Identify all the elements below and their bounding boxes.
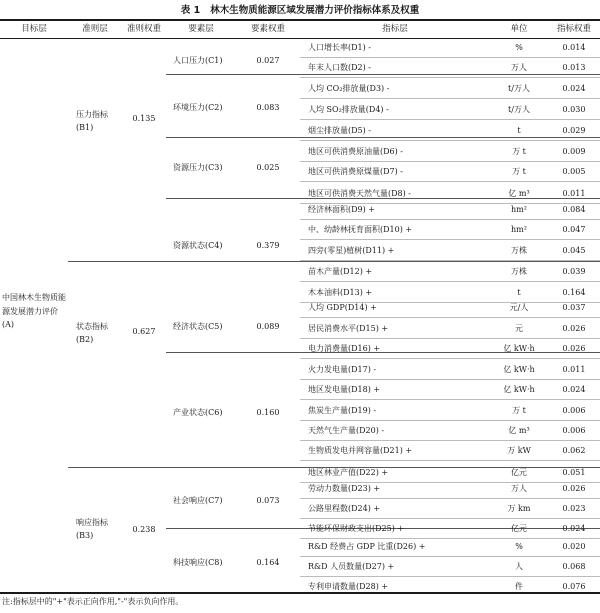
indicator-weight: 0.030 [562,105,586,114]
indicator-weight: 0.009 [562,147,586,156]
indicator-name: 节能环保财政支出(D25) + [308,524,405,533]
indicator-unit: 亿 kW·h [503,344,535,353]
row-divider [300,460,600,461]
element-weight: 0.025 [256,163,280,172]
indicator-name: 公路里程数(D24) + [308,504,381,513]
indicator-weight: 0.062 [562,446,586,455]
indicator-unit: 元/人 [509,303,529,312]
indicator-name: 天然气生产量(D20) - [308,426,385,435]
indicator-unit: t [517,126,521,135]
criterion-code: (B2) [76,335,94,344]
indicator-weight: 0.164 [562,288,586,297]
row-divider [300,576,600,577]
row-divider [300,420,600,421]
indicator-name: 火力发电量(D17) - [308,365,377,374]
indicator-unit: % [515,542,523,551]
indicator-weight: 0.026 [562,344,586,353]
indicator-weight: 0.005 [562,167,586,176]
element-name: 环境压力(C2) [173,103,223,112]
row-divider [300,317,600,318]
indicator-weight: 0.045 [562,246,586,255]
indicator-name: 苗木产量(D12) + [308,267,373,276]
row-divider [300,399,600,400]
indicator-unit: 万 t [512,147,526,156]
target-layer: 中国林木生物质能源发展潜力评价(A) [2,293,66,329]
indicator-unit: hm² [511,225,527,234]
row-divider [300,119,600,120]
indicator-weight: 0.037 [562,303,586,312]
indicator-name: R&D 经费占 GDP 比重(D26) + [308,542,426,551]
indicator-weight: 0.020 [562,542,586,551]
indicator-weight: 0.084 [562,205,586,214]
indicator-weight: 0.006 [562,406,586,415]
indicator-name: 专利申请数量(D28) + [308,582,389,591]
header-indicator-weight: 指标权重 [556,24,591,34]
indicator-name: 烟尘排放量(D5) - [308,126,371,135]
element-name: 资源状态(C4) [173,241,223,250]
indicator-name: 地区可供消费天然气量(D8) - [308,189,411,198]
indicator-weight: 0.024 [562,524,586,533]
indicator-name: 人均 CO₂排放量(D3) - [308,84,390,93]
indicator-unit: 件 [515,582,523,591]
indicator-name: 木本油料(D13) + [308,288,373,297]
element-weight: 0.160 [256,408,280,417]
row-divider [300,358,600,359]
indicator-unit: 万株 [511,246,527,255]
row-divider [300,538,600,539]
row-divider [300,219,600,220]
indicator-unit: 亿 kW·h [503,365,535,374]
indicator-unit: 亿 m³ [508,426,530,435]
group-divider [68,261,600,262]
header-criterion: 准则层 [82,24,108,34]
header-criterion-weight: 准则权重 [126,24,161,34]
header-target: 目标层 [21,24,47,34]
indicator-weight: 0.076 [562,582,586,591]
element-weight: 0.379 [256,241,280,250]
indicator-unit: hm² [511,205,527,214]
indicator-unit: 亿 kW·h [503,385,535,394]
criterion-name: 压力指标 [76,110,108,119]
element-name: 产业状态(C6) [173,408,223,417]
indicator-name: 地区可供消费原油量(D6) - [308,147,403,156]
row-divider [300,77,600,78]
row-divider [300,379,600,380]
criterion-code: (B1) [76,123,94,132]
header-element: 要素层 [188,24,214,34]
indicator-name: 人口增长率(D1) - [308,43,371,52]
indicator-weight: 0.068 [562,562,586,571]
indicator-unit: 元 [515,324,523,333]
row-divider [300,440,600,441]
row-divider [300,161,600,162]
indicator-name: 年末人口数(D2) - [308,63,371,72]
indicator-unit: % [515,43,523,52]
indicator-weight: 0.039 [562,267,586,276]
row-divider [300,140,600,141]
element-name: 资源压力(C3) [173,163,223,172]
element-name: 科技响应(C8) [173,558,223,567]
indicator-name: 电力消费量(D16) + [308,344,381,353]
table-caption [0,2,600,16]
row-divider [300,556,600,557]
criterion-code: (B3) [76,531,94,540]
header-unit: 单位 [510,24,528,34]
element-weight: 0.089 [256,322,280,331]
indicator-unit: 人 [515,562,523,571]
criterion-weight: 0.627 [132,327,156,336]
indicator-unit: 亿元 [511,524,527,533]
indicator-weight: 0.051 [562,468,586,477]
indicator-unit: 万人 [511,484,527,493]
indicator-weight: 0.011 [562,189,586,198]
element-weight: 0.083 [256,103,280,112]
indicator-unit: 万 kW [507,446,531,455]
indicator-weight: 0.006 [562,426,586,435]
row-divider [300,281,600,282]
header-rule [0,38,600,39]
table-note: 注:指标层中的"+"表示正向作用,"-"表示负向作用。 [2,597,184,606]
indicator-weight: 0.029 [562,126,586,135]
indicator-unit: 万 t [512,406,526,415]
element-name: 经济状态(C5) [173,322,223,331]
header-indicator: 指标层 [382,24,408,34]
indicator-unit: t [517,288,521,297]
indicator-weight: 0.026 [562,324,586,333]
element-weight: 0.027 [256,56,280,65]
element-weight: 0.073 [256,496,280,505]
indicator-name: 居民消费水平(D15) + [308,324,389,333]
indicator-unit: 万 t [512,167,526,176]
indicator-name: 中、幼龄林抚育面积(D10) + [308,225,413,234]
indicator-unit: t/万人 [508,84,530,93]
indicator-name: 地区发电量(D18) + [308,385,381,394]
criterion-name: 状态指标 [76,322,108,331]
indicator-name: 焦炭生产量(D19) - [308,406,377,415]
element-divider [166,74,600,75]
indicator-weight: 0.023 [562,504,586,513]
indicator-weight: 0.011 [562,365,586,374]
indicator-name: R&D 人员数量(D27) + [308,562,395,571]
indicator-name: 地区可供消费原煤量(D7) - [308,167,403,176]
indicator-name: 人均 GDP(D14) + [308,303,377,312]
element-weight: 0.164 [256,558,280,567]
top-rule [0,19,600,21]
row-divider [300,239,600,240]
indicator-weight: 0.026 [562,484,586,493]
table-number: 表 1 [180,5,201,16]
row-divider [300,338,600,339]
criterion-name: 响应指标 [76,518,108,527]
indicator-unit: 亿 m³ [508,189,530,198]
indicator-unit: 万人 [511,63,527,72]
indicator-weight: 0.024 [562,385,586,394]
indicator-weight: 0.013 [562,63,586,72]
indicator-weight: 0.014 [562,43,586,52]
indicator-name: 人均 SO₂排放量(D4) - [308,105,389,114]
criterion-weight: 0.238 [132,525,156,534]
indicator-weight: 0.047 [562,225,586,234]
indicator-name: 地区林业产值(D22) + [308,468,389,477]
criterion-weight: 0.135 [132,114,156,123]
row-divider [300,260,600,261]
indicator-name: 经济林面积(D9) + [308,205,375,214]
element-name: 人口压力(C1) [173,56,223,65]
indicator-unit: 万 km [507,504,531,513]
element-divider [166,137,600,138]
indicator-unit: 万株 [511,267,527,276]
row-divider [300,57,600,58]
row-divider [300,98,600,99]
indicator-unit: 亿元 [511,468,527,477]
indicator-name: 劳动力数量(D23) + [308,484,381,493]
row-divider [300,518,600,519]
header-element-weight: 要素权重 [250,24,285,34]
indicator-name: 生物质发电并网容量(D21) + [308,446,413,455]
element-name: 社会响应(C7) [173,496,223,505]
indicator-weight: 0.024 [562,84,586,93]
table-title: 林木生物质能源区域发展潜力评价指标体系及权重 [210,5,420,16]
indicator-unit: t/万人 [508,105,530,114]
row-divider [300,498,600,499]
row-divider [300,181,600,182]
indicator-name: 四旁(零星)植树(D11) + [308,246,395,255]
